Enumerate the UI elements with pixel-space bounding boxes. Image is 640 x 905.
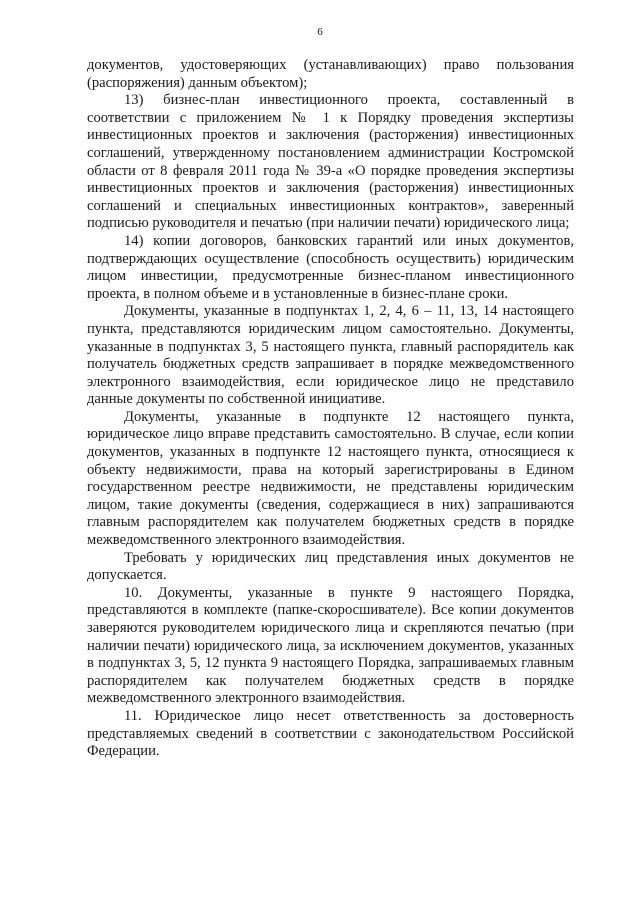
- paragraph-continuation: документов, удостоверяющих (устанавливающих) право пользования (распоряжения) данным объектом);: [87, 57, 574, 91]
- paragraph-point-10: 10. Документы, указанные в пункте 9 настоящего Порядка, представляются в комплекте (папке-скоросшивателе). Все копии документов заверяются руководителем юридического лица и скрепляются печатью (при наличии печати) юридического лица, за исключением документов, указанных в подпунктах 3, 5, 12 пункта 9 настоящего Порядка, запрашиваемых главным распорядителем как получателем бюджетных средств в порядке межведомственного электронного взаимодействия.: [87, 584, 574, 707]
- page-number: 6: [317, 26, 323, 38]
- paragraph-item-14: 14) копии договоров, банковских гарантий или иных документов, подтверждающих осуществление (способность осуществить) юридическим лицом инвестиции, предусмотренные бизнес-планом инвестиционного проекта, в полном объеме и в установленные в бизнес-плане сроки.: [87, 232, 574, 302]
- document-body: [87, 57, 574, 761]
- paragraph-item-13: 13) бизнес-план инвестиционного проекта, составленный в соответствии с приложением № 1 к Порядку проведения экспертизы инвестиционных проектов и заключения (расторжения) инвестиционных соглашений, утвержденному постановлением администрации Костромской области от 8 февраля 2011 года № 39-а «О порядке проведения экспертизы инвестиционных проектов и заключения (расторжения) инвестиционных соглашений и специальных инвестиционных контрактов», заверенный подписью руководителя и печатью (при наличии печати) юридического лица;: [87, 92, 574, 232]
- paragraph-prohibition: Требовать у юридических лиц представления иных документов не допускается.: [87, 549, 574, 584]
- paragraph-documents-self: Документы, указанные в подпунктах 1, 2, 4, 6 – 11, 13, 14 настоящего пункта, представляются юридическим лицом самостоятельно. Документы, указанные в подпунктах 3, 5 настоящего пункта, главный распорядитель как получатель бюджетных средств запрашивает в порядке межведомственного электронного взаимодействия, если юридическое лицо не представило данные документы по собственной инициативе.: [87, 303, 574, 408]
- paragraph-point-11: 11. Юридическое лицо несет ответственность за достоверность представляемых сведений в соответствии с законодательством Российской Федерации.: [87, 707, 574, 760]
- paragraph-documents-item-12: Документы, указанные в подпункте 12 настоящего пункта, юридическое лицо вправе представить самостоятельно. В случае, если копии документов, указанных в подпункте 12 настоящего пункта, относящиеся к объекту недвижимости, права на который зарегистрированы в Едином государственном реестре недвижимости, не представлены юридическим лицом, такие документы (сведения, содержащиеся в них) запрашиваются главным распорядителем как получателем бюджетных средств в порядке межведомственного электронного взаимодействия.: [87, 408, 574, 549]
